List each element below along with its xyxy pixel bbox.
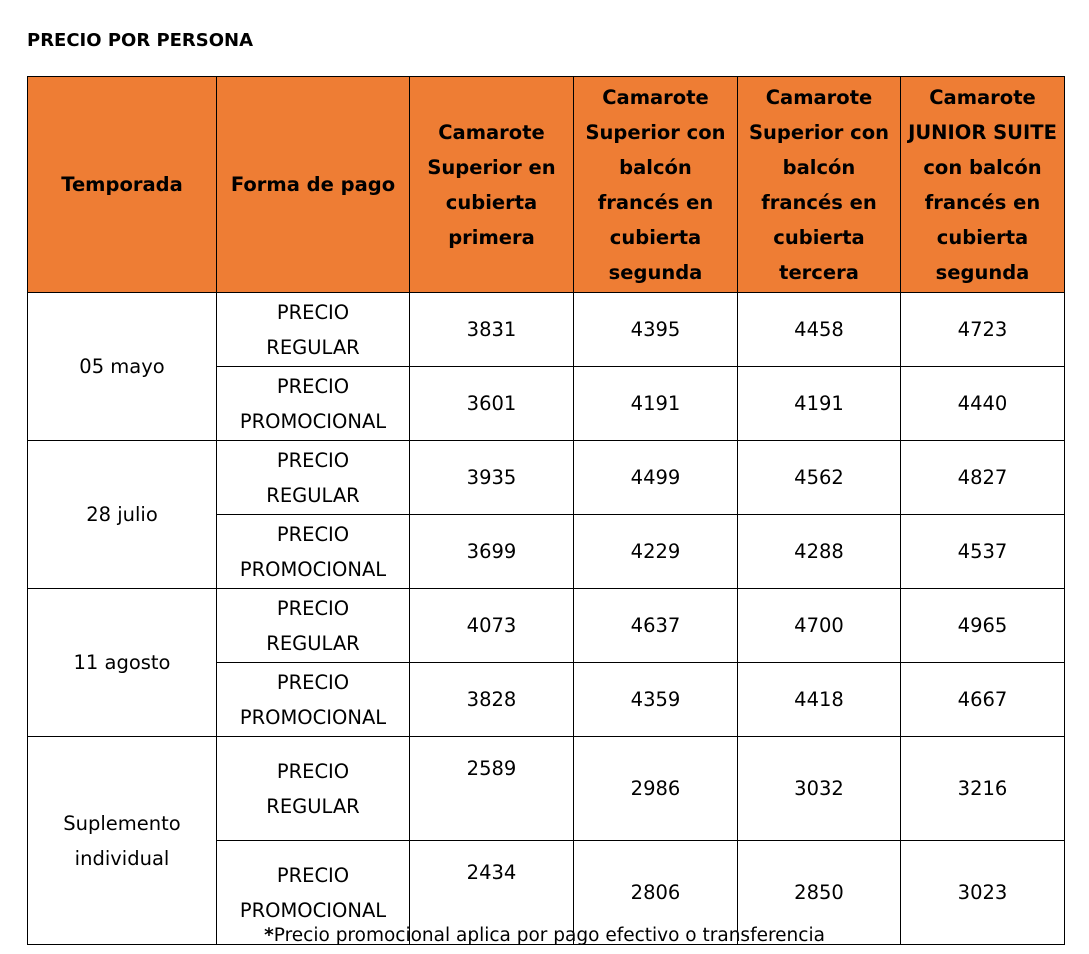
price-cell: 3216: [901, 737, 1065, 841]
season-cell: 11 agosto: [28, 589, 217, 737]
price-cell: 3032: [738, 737, 901, 841]
payment-cell: [217, 663, 410, 737]
header-camarote-balcon-tercera: Camarote Superior con balcón francés en cubierta tercera: [738, 77, 901, 293]
price-cell: 4965: [901, 589, 1065, 663]
price-cell: 3831: [410, 293, 574, 367]
payment-line2: REGULAR: [266, 794, 360, 818]
price-cell: 4288: [738, 515, 901, 589]
footnote-text: Precio promocional aplica por pago efectivo o transferencia: [273, 925, 825, 946]
price-cell: 3828: [410, 663, 574, 737]
price-cell: 4827: [901, 441, 1065, 515]
payment-cell: [217, 515, 410, 589]
payment-cell: [217, 737, 410, 841]
header-camarote-superior-primera: Camarote Superior en cubierta primera: [410, 77, 574, 293]
price-cell: 3023: [901, 841, 1065, 945]
price-table: [27, 76, 1065, 945]
price-cell: 4700: [738, 589, 901, 663]
footnote-mark: *: [264, 925, 274, 946]
payment-line1: PRECIO: [276, 448, 350, 472]
price-cell: 4562: [738, 441, 901, 515]
season-cell: 05 mayo: [28, 293, 217, 441]
payment-line1: PRECIO: [276, 670, 350, 694]
payment-line1: PRECIO: [276, 522, 350, 546]
price-cell: 2589: [410, 737, 574, 841]
payment-line2: PROMOCIONAL: [239, 557, 387, 581]
price-cell: 2986: [574, 737, 738, 841]
footnote: [0, 925, 1089, 946]
payment-cell: [217, 293, 410, 367]
price-cell: 3935: [410, 441, 574, 515]
payment-line1: PRECIO: [276, 759, 350, 783]
payment-line2: PROMOCIONAL: [239, 898, 387, 922]
price-cell: 4395: [574, 293, 738, 367]
table-row: [28, 737, 1065, 841]
payment-line2: REGULAR: [266, 483, 360, 507]
price-cell: 4359: [574, 663, 738, 737]
table-row: [28, 589, 1065, 663]
price-cell: 4440: [901, 367, 1065, 441]
price-cell: 4723: [901, 293, 1065, 367]
price-cell: 4499: [574, 441, 738, 515]
table-row: [28, 441, 1065, 515]
header-junior-suite-segunda: Camarote JUNIOR SUITE con balcón francés en cubierta segunda: [901, 77, 1065, 293]
season-line2: individual: [74, 846, 170, 870]
payment-line1: PRECIO: [276, 596, 350, 620]
price-cell: 4537: [901, 515, 1065, 589]
price-cell: 4667: [901, 663, 1065, 737]
page-title: PRECIO POR PERSONA: [27, 30, 254, 51]
season-cell: [28, 737, 217, 945]
table-row: [28, 293, 1065, 367]
price-cell: 3699: [410, 515, 574, 589]
payment-line2: REGULAR: [266, 335, 360, 359]
payment-cell: [217, 441, 410, 515]
price-cell: 2850: [738, 841, 901, 945]
header-temporada: Temporada: [28, 77, 217, 293]
price-cell: 4073: [410, 589, 574, 663]
price-cell: 4458: [738, 293, 901, 367]
payment-cell: [217, 367, 410, 441]
price-cell: 4637: [574, 589, 738, 663]
header-camarote-balcon-segunda: Camarote Superior con balcón francés en cubierta segunda: [574, 77, 738, 293]
payment-cell: [217, 589, 410, 663]
price-cell: 4191: [574, 367, 738, 441]
price-cell: 2806: [574, 841, 738, 945]
season-cell: 28 julio: [28, 441, 217, 589]
payment-line2: PROMOCIONAL: [239, 409, 387, 433]
price-cell: 3601: [410, 367, 574, 441]
payment-line1: PRECIO: [276, 863, 350, 887]
payment-line2: REGULAR: [266, 631, 360, 655]
price-cell: 4229: [574, 515, 738, 589]
header-forma-de-pago: Forma de pago: [217, 77, 410, 293]
season-line1: Suplemento: [63, 811, 181, 835]
header-row: [28, 77, 1065, 293]
payment-line1: PRECIO: [276, 300, 350, 324]
price-cell: 4191: [738, 367, 901, 441]
payment-line1: PRECIO: [276, 374, 350, 398]
price-cell: 4418: [738, 663, 901, 737]
payment-line2: PROMOCIONAL: [239, 705, 387, 729]
price-cell: 2434: [410, 841, 574, 945]
